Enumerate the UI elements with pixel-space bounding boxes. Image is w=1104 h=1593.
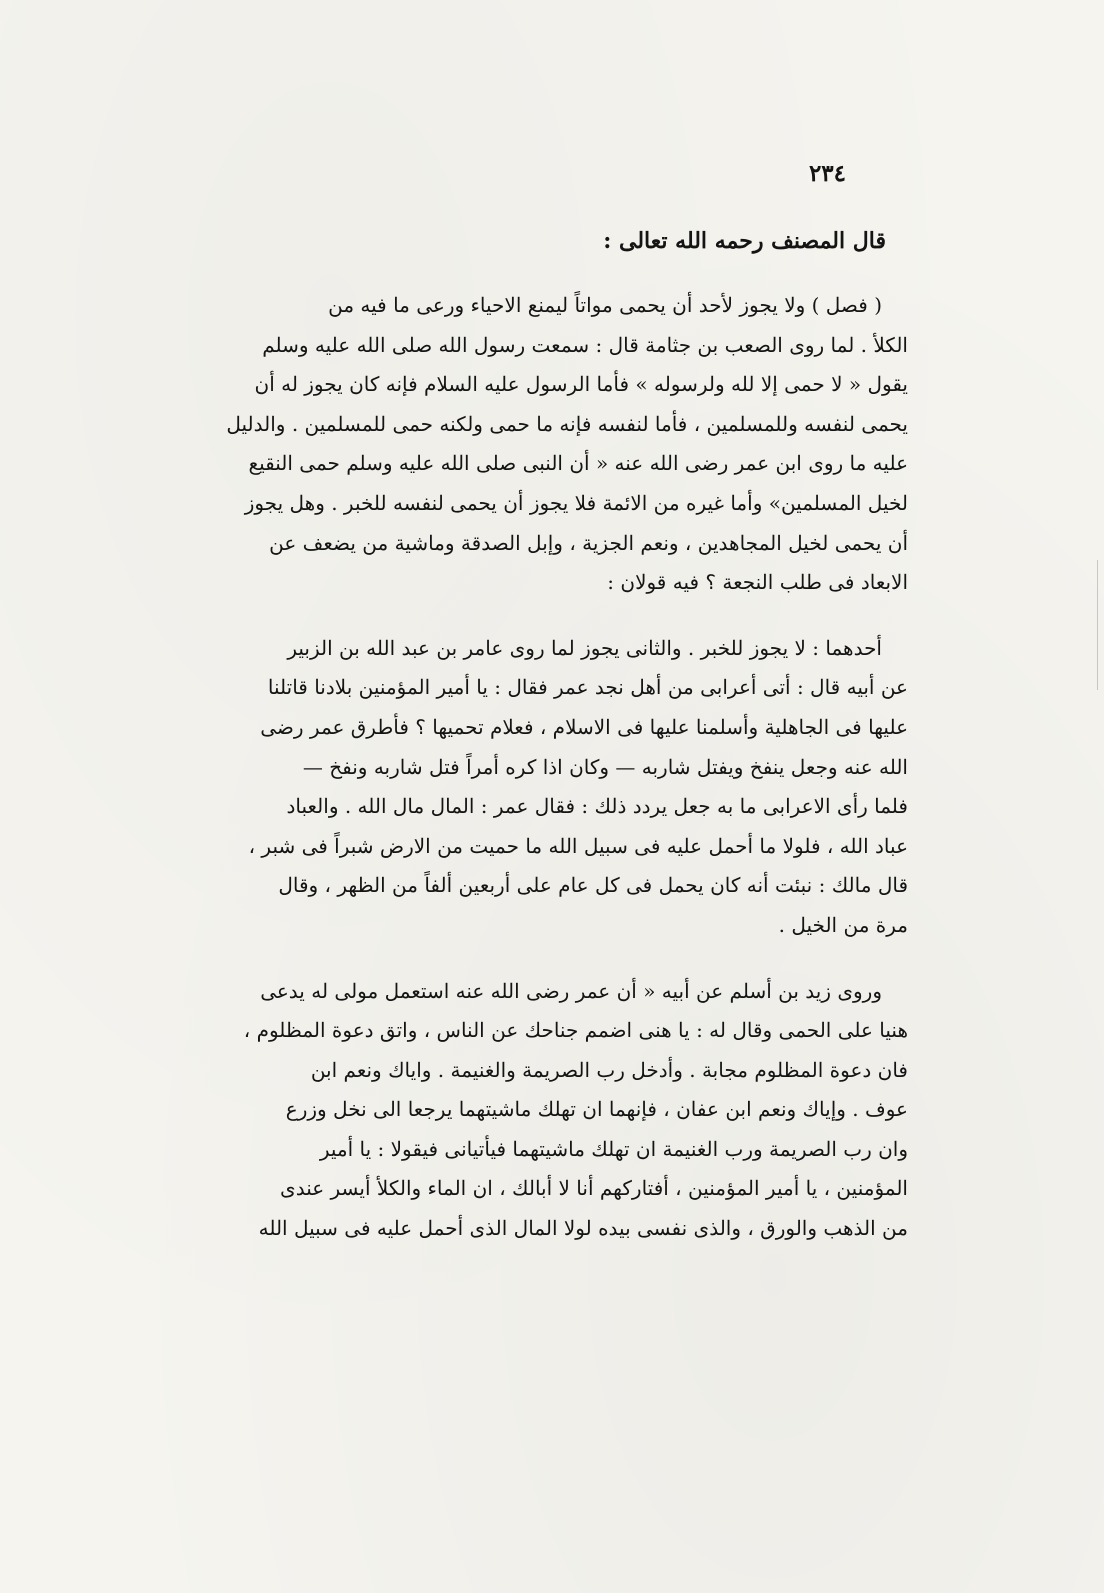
text-line: وروى زيد بن أسلم عن أبيه « أن عمر رضى الله عنه استعمل مولى له يدعى (260, 978, 882, 1003)
paragraph-qawlan (190, 629, 908, 946)
text-line: أن يحمى لخيل المجاهدين ، ونعم الجزية ، وإبل الصدقة وماشية من يضعف عن (269, 530, 908, 555)
section-heading: قال المصنف رحمه الله تعالى : (603, 228, 886, 254)
text-line: ( فصل ) ولا يجوز لأحد أن يحمى مواتاً ليمنع الاحياء ورعى ما فيه من (328, 293, 882, 317)
text-line: لخيل المسلمين» وأما غيره من الائمة فلا يجوز أن يحمى لنفسه للخبر . وهل يجوز (244, 490, 908, 515)
paragraph-zayd (190, 972, 908, 1249)
text-line: عوف . وإياك ونعم ابن عفان ، فإنهما ان تهلك ماشيتهما يرجعا الى نخل وزرع (285, 1097, 908, 1122)
text-line: أحدهما : لا يجوز للخبر . والثانى يجوز لما روى عامر بن عبد الله بن الزبير (287, 635, 882, 660)
text-line: الكلأ . لما روى الصعب بن جثامة قال : سمعت رسول الله صلى الله عليه وسلم (262, 332, 908, 357)
text-line: عن أبيه قال : أتى أعرابى من أهل نجد عمر فقال : يا أمير المؤمنين بلادنا قاتلنا (267, 675, 908, 700)
text-line: يقول « لا حمى إلا لله ولرسوله » فأما الرسول عليه السلام فإنه كان يجوز له أن (254, 372, 908, 397)
paragraph-fasl (190, 286, 908, 603)
text-body (190, 208, 908, 1275)
text-line: يحمى لنفسه وللمسلمين ، فأما لنفسه فإنه ما حمى ولكنه حمى للمسلمين . والدليل (226, 411, 908, 436)
text-line: وان رب الصريمة ورب الغنيمة ان تهلك ماشيتهما فيأتيانى فيقولا : يا أمير (319, 1136, 908, 1161)
text-line: فلما رأى الاعرابى ما به جعل يردد ذلك : فقال عمر : المال مال الله . والعباد (286, 794, 908, 819)
text-line: فان دعوة المظلوم مجابة . وأدخل رب الصريمة والغنيمة . واياك ونعم ابن (310, 1057, 908, 1082)
text-line: عباد الله ، فلولا ما أحمل عليه فى سبيل الله ما حميت من الارض شبراً فى شبر ، (248, 833, 908, 858)
text-line: من الذهب والورق ، والذى نفسى بيده لولا المال الذى أحمل عليه فى سبيل الله (258, 1216, 908, 1241)
text-line: الابعاد فى طلب النجعة ؟ فيه قولان : (607, 570, 908, 595)
text-line: مرة من الخيل . (778, 912, 908, 937)
page-edge-shadow (1097, 560, 1098, 690)
text-line: المؤمنين ، يا أمير المؤمنين ، أفتاركهم أنا لا أبالك ، ان الماء والكلأ أيسر عندى (280, 1176, 908, 1201)
text-line: قال مالك : نبئت أنه كان يحمل فى كل عام على أربعين ألفاً من الظهر ، وقال (278, 873, 908, 898)
text-line: هنيا على الحمى وقال له : يا هنى اضمم جناحك عن الناس ، واتق دعوة المظلوم ، (243, 1018, 908, 1043)
page-number: ٢٣٤ (808, 160, 846, 187)
text-line: الله عنه وجعل ينفخ ويفتل شاربه — وكان اذا كره أمراً فتل شاربه ونفخ — (302, 754, 908, 779)
text-line: عليها فى الجاهلية وأسلمنا عليها فى الاسلام ، فعلام تحميها ؟ فأطرق عمر رضى (260, 714, 908, 739)
text-line: عليه ما روى ابن عمر رضى الله عنه « أن النبى صلى الله عليه وسلم حمى النقيع (248, 451, 908, 476)
